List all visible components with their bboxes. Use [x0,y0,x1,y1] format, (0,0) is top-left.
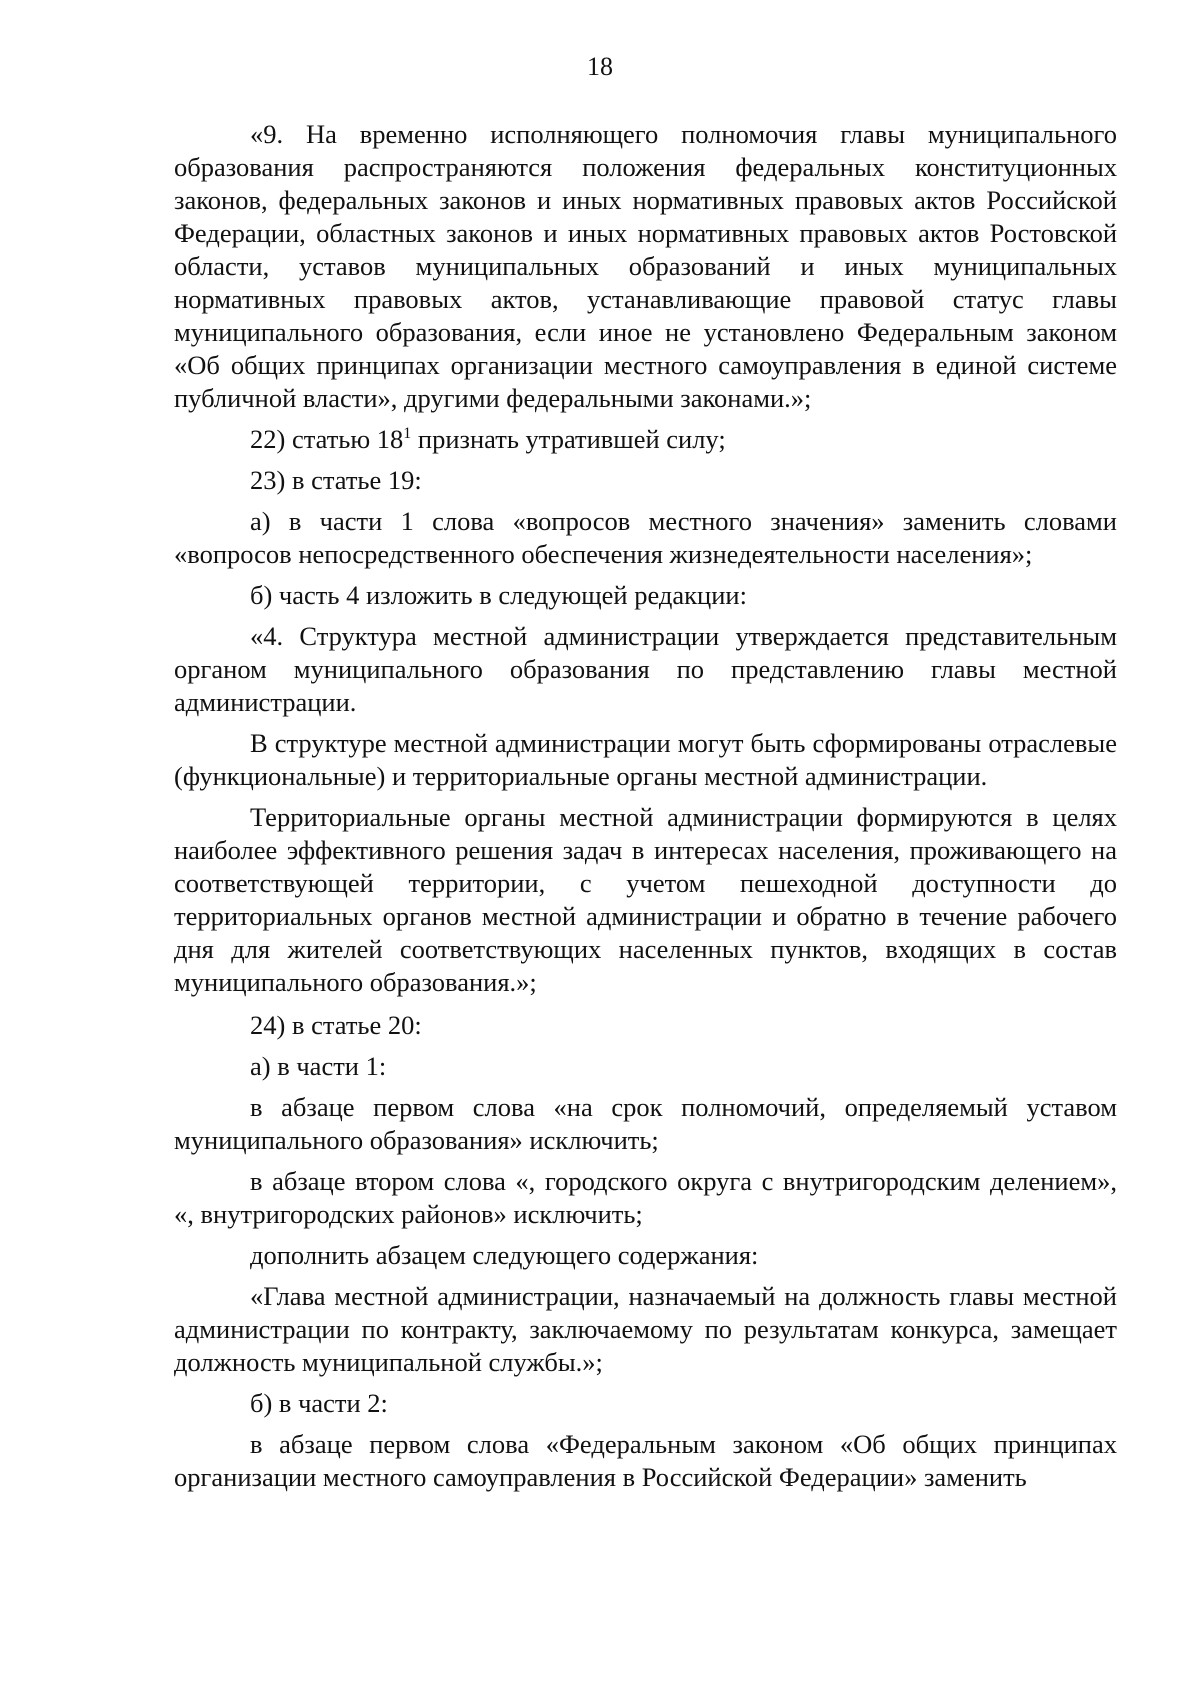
paragraph-item-23: 23) в статье 19: [250,465,422,495]
item-22-text-after: признать утратившей силу; [411,424,726,454]
paragraph-item-24: 24) в статье 20: [250,1010,422,1040]
paragraph-first-indent-replace: в абзаце первом слова «Федеральным законом «Об общих принципах организации местного самоуправления в Российской Федерации» заменить [174,1429,1117,1492]
page-number: 18 [587,52,613,81]
paragraph-structure-bodies: В структуре местной администрации могут быть сформированы отраслевые (функциональные) и территориальные органы местной администрации. [174,728,1117,791]
paragraph-second-indent-exclude: в абзаце втором слова «, городского округа с внутригородским делением», «, внутригородских районов» исключить; [174,1166,1117,1229]
paragraph-first-indent-exclude: в абзаце первом слова «на срок полномочий, определяемый уставом муниципального образования» исключить; [174,1092,1117,1155]
paragraph-clause-4: «4. Структура местной администрации утверждается представительным органом муниципального образования по представлению главы местной администрации. [174,621,1117,717]
document-body [174,118,1117,1502]
paragraph-item-24-b: б) в части 2: [250,1388,388,1418]
paragraph-item-23-b: б) часть 4 изложить в следующей редакции: [250,580,747,610]
paragraph-head-of-administration: «Глава местной администрации, назначаемый на должность главы местной администрации по контракту, заключаемому по результатам конкурса, замещает должность муниципальной службы.»; [174,1281,1117,1377]
paragraph-clause-9: «9. На временно исполняющего полномочия главы муниципального образования распространяются положения федеральных конституционных законов, федеральных законов и иных нормативных правовых актов Российской Федерации, областных законов и иных нормативных правовых актов Ростовской области, уставов муниципальных образований и иных муниципальных нормативных правовых актов, устанавливающие правовой статус главы муниципального образования, если иное не установлено Федеральным законом «Об общих принципах организации местного самоуправления в единой системе публичной власти», другими федеральными законами.»; [174,119,1117,413]
item-22-superscript: 1 [403,425,412,443]
paragraph-item-24-a: а) в части 1: [250,1051,387,1081]
paragraph-item-23-a: а) в части 1 слова «вопросов местного значения» заменить словами «вопросов непосредственного обеспечения жизнедеятельности населения»; [174,506,1117,569]
paragraph-add-indent: дополнить абзацем следующего содержания: [250,1240,759,1270]
paragraph-territorial-bodies: Территориальные органы местной администрации формируются в целях наиболее эффективного решения задач в интересах населения, проживающего на соответствующей территории, с учетом пешеходной доступности до территориальных органов местной администрации и обратно в течение рабочего дня для жителей соответствующих населенных пунктов, входящих в состав муниципального образования.»; [174,802,1117,997]
item-22-text-before: 22) статью 18 [250,424,404,454]
paragraph-item-22 [174,423,1117,456]
